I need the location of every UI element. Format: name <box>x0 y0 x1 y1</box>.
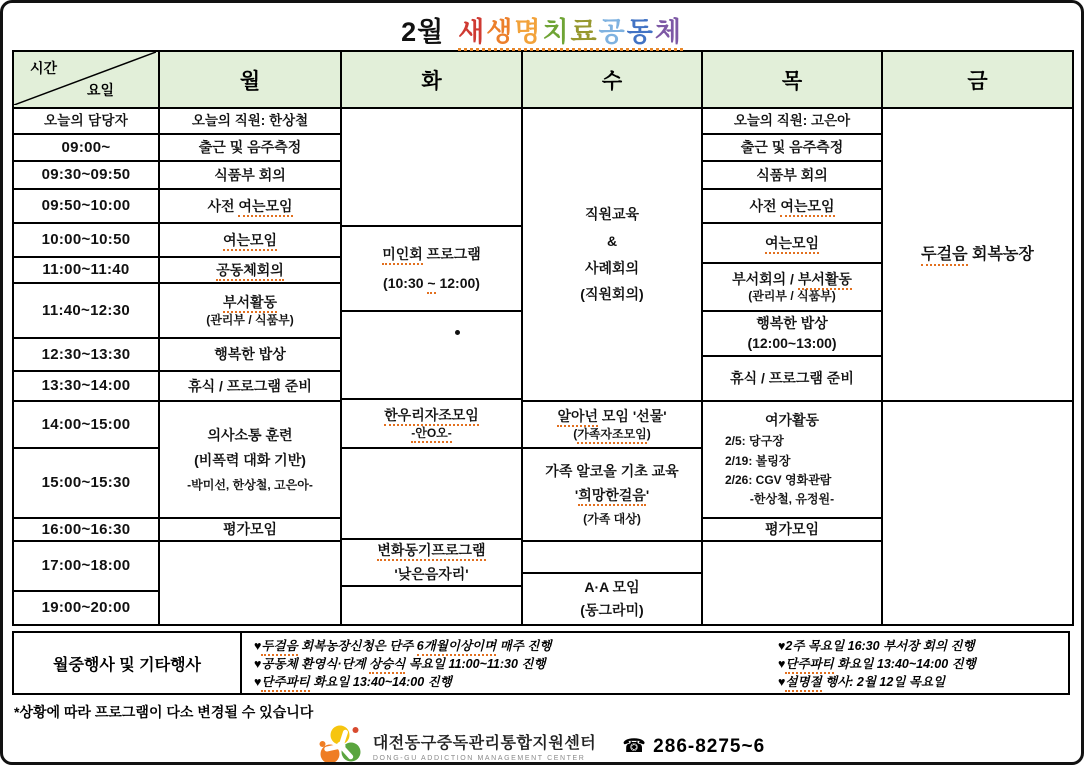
cell-line <box>580 602 643 619</box>
cell-line <box>748 289 836 303</box>
text-segment: ♥공동체 환영식·단계 <box>254 657 370 671</box>
cell-line <box>199 139 301 156</box>
schedule-cell <box>160 519 340 542</box>
schedule-cell <box>160 258 340 284</box>
cell-line <box>703 434 784 448</box>
text-segment: 10:00~10:50 <box>41 231 131 248</box>
text-segment: 의사소통 훈련 <box>207 426 293 443</box>
text-segment: 평가모임 <box>764 521 820 538</box>
event-line <box>254 672 762 690</box>
title-char: 동 <box>626 17 655 47</box>
schedule-cell <box>883 109 1072 402</box>
text-segment: (비폭력 대화 기반) <box>194 452 306 469</box>
text-segment: 가족자조모임 <box>577 427 647 444</box>
time-cell <box>14 542 158 592</box>
text-segment: 12:00) <box>435 274 480 291</box>
cell-line <box>557 408 666 425</box>
day-column-목 <box>703 52 883 624</box>
text-segment: 행복한 밥상 <box>214 346 286 363</box>
title-char: 체 <box>654 17 683 47</box>
text-segment: 프로그램 <box>422 245 481 262</box>
text-segment: 부서활동 <box>798 271 852 290</box>
corner-label-time: 시간 <box>30 60 58 76</box>
text-segment: 17:00~18:00 <box>41 557 131 574</box>
text-segment: 오늘의 직원: 고은아 <box>733 112 851 128</box>
events-label: 월중행사 및 기타행사 <box>14 633 242 693</box>
cell-line <box>545 463 678 480</box>
time-cell <box>14 372 158 402</box>
schedule-cell <box>160 109 340 135</box>
text-segment: 19:00~20:00 <box>41 599 131 616</box>
event-line <box>254 654 762 672</box>
text-segment: 화요일 13:40~14:00 진행 <box>309 675 452 689</box>
cell-line <box>62 139 111 157</box>
dot-mark <box>455 330 460 335</box>
cell-line <box>207 198 292 215</box>
day-header: 금 <box>883 52 1072 109</box>
text-segment: 오늘의 직원: 한상철 <box>191 112 309 128</box>
schedule-cell <box>160 542 340 624</box>
text-segment: (관리부 / 식품부) <box>748 288 836 303</box>
cell-line <box>223 294 277 311</box>
text-segment: 오늘의 담당자 <box>43 112 129 128</box>
schedule-cell <box>342 312 521 400</box>
schedule-cell <box>342 587 521 624</box>
cell-line <box>42 166 131 184</box>
time-cell <box>14 162 158 190</box>
text-segment: 여는모임 <box>238 198 292 217</box>
text-segment: -한상철, 유정원- <box>749 492 835 507</box>
cell-line <box>42 231 131 249</box>
title-program-name <box>458 17 683 51</box>
text-segment: 부서활동 <box>223 294 277 313</box>
schedule-cell <box>160 339 340 372</box>
text-segment: -박미선, 한상철, 고은아- <box>187 478 313 493</box>
text-segment: 회복농장신청은 단주 <box>297 639 417 653</box>
text-segment: ♥ <box>254 639 262 653</box>
events-left-lines <box>242 633 766 693</box>
schedule-cell <box>703 312 881 357</box>
text-segment: 11:00~11:40 <box>42 261 130 278</box>
day-column-수 <box>523 52 703 624</box>
cell-line <box>703 473 831 487</box>
schedule-cell <box>160 224 340 258</box>
cell-line <box>188 378 312 395</box>
text-segment: 설명절 <box>785 675 821 692</box>
text-segment: '낮은음자리' <box>394 566 469 582</box>
time-column <box>14 52 160 624</box>
text-segment: 회복농장 <box>967 245 1034 263</box>
text-segment: A·A 모임 <box>584 579 640 596</box>
day-header: 월 <box>160 52 340 109</box>
cell-line <box>585 260 639 277</box>
text-segment: ) <box>646 426 651 441</box>
text-segment: 매주 진행 <box>496 639 552 653</box>
text-segment: 14:00~15:00 <box>41 415 131 433</box>
text-segment: 12:30~13:30 <box>41 345 131 363</box>
text-segment: ♥2주 목요일 16:30 부서장 회의 진행 <box>778 639 975 653</box>
text-segment: 목요일 11:00~11:30 진행 <box>405 657 546 671</box>
text-segment: 두걸음 <box>261 639 297 656</box>
cell-line <box>573 427 651 441</box>
text-segment: ♥ <box>254 675 262 689</box>
text-segment: ( <box>573 426 578 441</box>
text-segment: 2/5: 당구장 <box>725 434 784 449</box>
text-segment: ♥ <box>778 675 786 689</box>
text-segment: 여는모임 <box>223 232 277 251</box>
title-month: 2월 <box>401 17 445 47</box>
time-cell <box>14 284 158 339</box>
text-segment: 사전 <box>749 197 781 214</box>
day-header: 수 <box>523 52 701 109</box>
text-segment: 09:50~10:00 <box>41 197 131 214</box>
text-segment: 사전 <box>207 197 239 214</box>
time-cell <box>14 224 158 258</box>
cell-line <box>44 113 128 129</box>
schedule-cell <box>703 402 881 519</box>
text-segment: ' <box>645 487 650 504</box>
time-cell <box>14 402 158 449</box>
center-logo-icon <box>319 724 363 765</box>
day-column-화 <box>342 52 523 624</box>
text-segment: 모임 '선물' <box>598 407 667 424</box>
cell-line <box>42 197 131 215</box>
day-header: 목 <box>703 52 881 109</box>
cell-line <box>42 416 131 434</box>
cell-line <box>575 487 649 504</box>
schedule-cell <box>703 542 881 624</box>
events-box <box>12 631 1070 695</box>
text-segment: 여가활동 <box>764 412 820 429</box>
cell-line <box>42 302 130 320</box>
text-segment: 16:00~16:30 <box>41 520 131 538</box>
text-segment: (동그라미) <box>580 602 644 618</box>
schedule-cell <box>523 449 701 542</box>
cell-line <box>730 370 854 387</box>
time-cell <box>14 109 158 135</box>
cell-line <box>194 452 306 469</box>
cell-line <box>192 113 308 129</box>
text-segment: (10:30 <box>383 274 428 291</box>
text-segment: 변화동기프로그램 <box>377 542 485 561</box>
text-segment: 2/26: CGV 영화관람 <box>725 472 832 487</box>
cell-line <box>703 454 790 468</box>
schedule-cell <box>160 135 340 162</box>
cell-line <box>411 426 452 440</box>
text-segment: 사례회의 <box>584 259 640 276</box>
day-header: 화 <box>342 52 521 109</box>
org-name: 대전동구중독관리통합지원센터 <box>372 735 597 752</box>
text-segment: ' <box>574 487 579 504</box>
cell-line <box>42 261 129 279</box>
cell-line <box>42 521 131 539</box>
time-cell <box>14 339 158 372</box>
cell-line <box>42 599 131 617</box>
time-cell <box>14 258 158 284</box>
cell-line <box>394 566 468 583</box>
text-segment: 행복한 밥상 <box>756 315 828 332</box>
text-segment: 2/19: 볼링장 <box>725 453 791 468</box>
footer <box>12 724 1072 765</box>
text-segment: 15:00~15:30 <box>41 474 131 491</box>
cell-line <box>741 139 843 156</box>
text-segment: 11:40~12:30 <box>42 301 130 319</box>
cell-line <box>42 557 131 575</box>
cell-line <box>223 232 277 249</box>
text-segment: 알아넌 <box>557 408 598 427</box>
schedule-cell <box>703 162 881 190</box>
cell-line <box>382 246 481 263</box>
text-segment: 행사: 2월 12일 목요일 <box>821 675 946 689</box>
time-cell <box>14 449 158 519</box>
cell-line <box>216 262 284 279</box>
schedule-cell <box>160 162 340 190</box>
cell-line <box>223 521 277 538</box>
text-segment: -안O오- <box>411 426 452 443</box>
text-segment: (직원회의) <box>580 286 644 303</box>
text-segment: 09:30~09:50 <box>41 166 131 183</box>
time-cell <box>14 135 158 162</box>
cell-line <box>187 478 313 492</box>
cell-line <box>750 492 834 506</box>
text-segment: (관리부 / 식품부) <box>206 312 294 327</box>
text-segment: 단주파티 <box>785 657 833 674</box>
events-right-lines <box>766 633 1068 693</box>
text-segment: 출근 및 음주측정 <box>740 139 844 156</box>
text-segment: 여는모임 <box>780 198 834 217</box>
cell-line <box>214 167 286 184</box>
title-char: 치 <box>542 17 571 47</box>
text-segment: & <box>606 232 618 249</box>
schedule-cell <box>523 574 701 624</box>
schedule-cell <box>883 402 1072 624</box>
cell-line <box>42 377 131 395</box>
cell-line <box>765 235 819 252</box>
text-segment: 한우리자조모임 <box>384 407 479 426</box>
cell-line <box>921 245 1034 264</box>
event-line <box>778 636 1064 654</box>
footnote: *상황에 따라 프로그램이 다소 변경될 수 있습니다 <box>14 704 314 720</box>
cell-line <box>765 521 819 538</box>
schedule-cell <box>160 372 340 402</box>
schedule-cell <box>342 400 521 449</box>
text-segment: (12:00~13:00) <box>747 335 837 351</box>
cell-line <box>384 407 479 424</box>
text-segment: (가족 대상) <box>583 512 641 527</box>
schedule-cell <box>523 402 701 449</box>
cell-line <box>42 346 131 364</box>
cell-line <box>756 167 828 184</box>
schedule-cell <box>703 224 881 264</box>
cell-line <box>583 512 641 526</box>
page-title <box>12 10 1072 47</box>
event-line <box>778 654 1064 672</box>
org-name-en: DONG-GU ADDICTION MANAGEMENT CENTER <box>372 755 586 762</box>
cell-line <box>377 542 485 559</box>
text-segment: 두걸음 <box>921 246 967 266</box>
schedule-cell <box>703 190 881 224</box>
cell-line <box>747 335 836 352</box>
title-char: 새 <box>458 17 487 47</box>
title-char: 생 <box>486 17 515 47</box>
day-column-금 <box>883 52 1072 624</box>
text-segment: 공동체회의 <box>216 262 284 281</box>
cell-line <box>732 271 852 288</box>
time-cell <box>14 592 158 624</box>
schedule-cell <box>523 542 701 574</box>
cell-line <box>580 286 643 303</box>
title-char: 명 <box>514 17 543 47</box>
text-segment: 식품부 회의 <box>214 166 286 183</box>
org-block <box>373 730 596 762</box>
cell-line <box>749 198 834 215</box>
time-cell <box>14 519 158 542</box>
cell-line <box>214 346 286 363</box>
schedule-cell <box>342 540 521 587</box>
text-segment: 단주파티 <box>261 675 309 692</box>
cell-line <box>765 412 819 429</box>
time-cell <box>14 190 158 224</box>
cell-line <box>734 113 850 129</box>
text-segment: 부서회의 / <box>732 270 798 287</box>
schedule-cell <box>703 357 881 402</box>
text-segment: 09:00~ <box>61 138 111 156</box>
schedule-table <box>12 50 1074 626</box>
text-segment: 식품부 회의 <box>756 166 828 183</box>
text-segment: 직원교육 <box>584 205 640 222</box>
corner-label-day: 요일 <box>86 82 114 98</box>
text-segment: ♥ <box>778 657 786 671</box>
cell-line <box>207 427 292 444</box>
schedule-cell <box>342 109 521 227</box>
schedule-cell <box>160 190 340 224</box>
text-segment: 휴식 / 프로그램 준비 <box>730 370 854 387</box>
event-line <box>778 672 1064 690</box>
schedule-cell <box>342 449 521 540</box>
text-segment: ~ <box>427 275 435 294</box>
phone-number: ☎ 286-8275~6 <box>622 735 766 757</box>
text-segment: 상승식 <box>369 657 405 674</box>
title-char: 료 <box>570 17 599 47</box>
text-segment: 미인회 <box>382 246 423 265</box>
corner-header <box>14 52 158 109</box>
schedule-cell <box>703 135 881 162</box>
day-column-월 <box>160 52 342 624</box>
cell-line <box>584 579 639 596</box>
cell-line <box>607 233 617 250</box>
schedule-cell <box>703 519 881 542</box>
schedule-cell <box>523 109 701 402</box>
schedule-cell <box>160 402 340 519</box>
text-segment: 희망한걸음 <box>578 487 646 506</box>
text-segment: 6개월이상이며 <box>417 639 496 656</box>
schedule-cell <box>703 264 881 312</box>
schedule-cell <box>342 227 521 312</box>
title-char: 공 <box>598 17 627 47</box>
text-segment: 13:30~14:00 <box>41 377 131 394</box>
text-segment: 화요일 13:40~14:00 진행 <box>833 657 976 671</box>
schedule-cell <box>160 284 340 339</box>
event-line <box>254 636 762 654</box>
cell-line <box>383 275 480 292</box>
cell-line <box>756 315 828 332</box>
text-segment: 가족 알코올 기초 교육 <box>545 462 679 479</box>
cell-line <box>42 474 131 492</box>
text-segment: 출근 및 음주측정 <box>198 139 302 156</box>
cell-line <box>585 206 639 223</box>
text-segment: 여는모임 <box>765 235 819 254</box>
schedule-cell <box>703 109 881 135</box>
cell-line <box>206 313 294 327</box>
text-segment: 휴식 / 프로그램 준비 <box>188 377 312 394</box>
text-segment: 평가모임 <box>222 521 278 538</box>
